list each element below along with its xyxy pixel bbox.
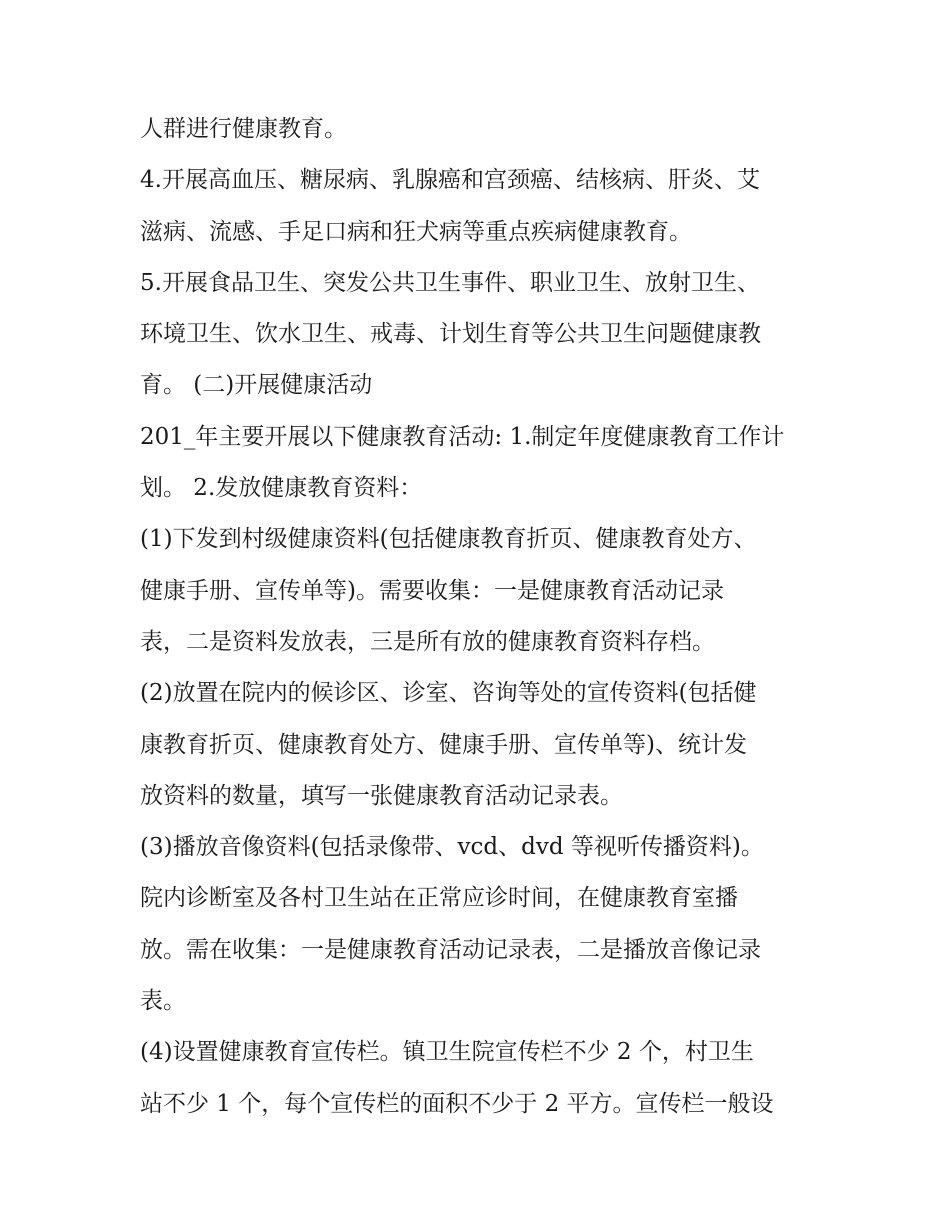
text-line: 201_年主要开展以下健康教育活动: 1.制定年度健康教育工作计 — [140, 423, 785, 450]
text-line: 放。需在收集：一是健康教育活动记录表，二是播放音像记录 — [140, 936, 761, 963]
text-line: 人群进行健康教育。 — [140, 116, 347, 142]
text-line: 5.开展食品卫生、突发公共卫生事件、职业卫生、放射卫生、 — [140, 269, 760, 296]
text-line: 放资料的数量，填写一张健康教育活动记录表。 — [140, 782, 623, 809]
text-line: 表。 — [140, 988, 186, 1015]
text-line: 表，二是资料发放表，三是所有放的健康教育资料存档。 — [140, 628, 715, 655]
text-line: 4.开展高血压、糖尿病、乳腺癌和宫颈癌、结核病、肝炎、艾 — [140, 167, 760, 194]
text-line: (3)播放音像资料(包括录像带、vcd、dvd 等视听传播资料)。 — [140, 834, 764, 861]
text-line: 健康手册、宣传单等)。需要收集：一是健康教育活动记录 — [140, 577, 724, 604]
text-line: (1)下发到村级健康资料(包括健康教育折页、健康教育处方、 — [140, 526, 757, 553]
text-line: 院内诊断室及各村卫生站在正常应诊时间，在健康教育室播 — [140, 885, 738, 912]
text-line: (4)设置健康教育宣传栏。镇卫生院宣传栏不少 2 个，村卫生 — [140, 1039, 754, 1066]
document-body — [140, 104, 820, 1130]
text-line: (2)放置在院内的候诊区、诊室、咨询等处的宣传资料(包括健 — [140, 680, 757, 707]
text-line: 划。 2.发放健康教育资料： — [140, 475, 423, 502]
text-line: 康教育折页、健康教育处方、健康手册、宣传单等)、统计发 — [140, 731, 747, 758]
text-line: 站不少 1 个，每个宣传栏的面积不少于 2 平方。宣传栏一般设 — [140, 1090, 774, 1117]
text-line: 育。 (二)开展健康活动 — [140, 372, 373, 399]
text-line: 环境卫生、饮水卫生、戒毒、计划生育等公共卫生问题健康教 — [140, 321, 761, 348]
text-line: 滋病、流感、手足口病和狂犬病等重点疾病健康教育。 — [140, 218, 692, 245]
